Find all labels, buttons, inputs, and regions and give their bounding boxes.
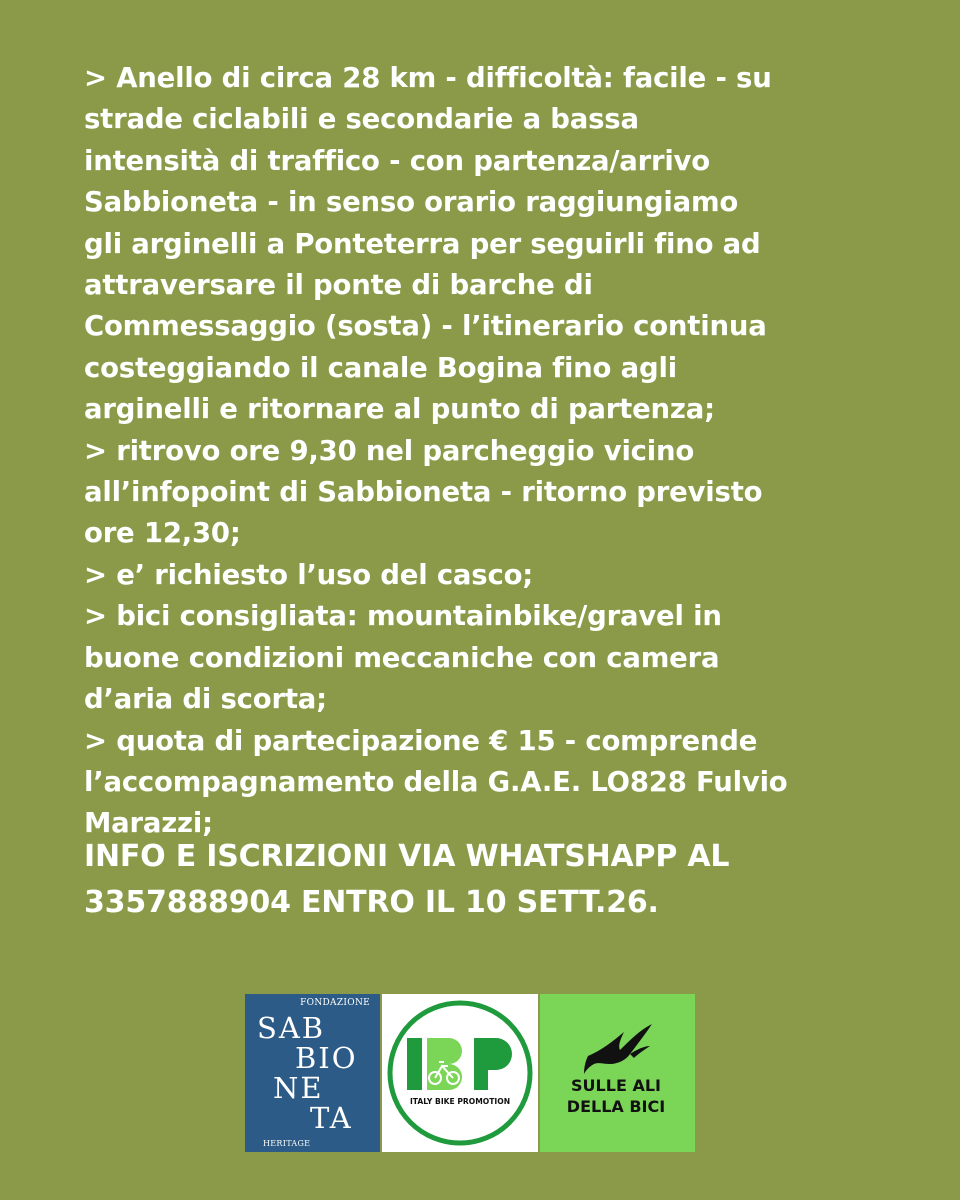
detail-line: Commessaggio (sosta) - l’itinerario continua bbox=[84, 310, 767, 343]
detail-line: > e’ richiesto l’uso del casco; bbox=[84, 558, 534, 591]
sabbioneta-logo-bottom: HERITAGE bbox=[263, 1139, 311, 1148]
info-call-to-action bbox=[84, 834, 904, 926]
sabbioneta-logo-word: BIO bbox=[295, 1041, 358, 1075]
cta-line: INFO E ISCRIZIONI VIA WHATSHAPP AL bbox=[84, 839, 730, 874]
ibp-letter-i bbox=[407, 1038, 422, 1090]
detail-line: arginelli e ritornare al punto di partenza; bbox=[84, 393, 715, 426]
sabbioneta-logo-word: SAB bbox=[257, 1011, 326, 1045]
detail-line: buone condizioni meccaniche con camera bbox=[84, 641, 720, 674]
event-details bbox=[84, 58, 884, 845]
italy-bike-promotion-logo bbox=[382, 994, 538, 1152]
partner-logos bbox=[245, 994, 695, 1152]
sulle-ali-della-bici-logo bbox=[540, 994, 695, 1152]
ali-title-line: SULLE ALI bbox=[571, 1076, 661, 1095]
detail-line: > quota di partecipazione € 15 - comprende bbox=[84, 724, 758, 757]
detail-line: attraversare il ponte di barche di bbox=[84, 269, 593, 302]
detail-line: ore 12,30; bbox=[84, 517, 241, 550]
detail-line: all’infopoint di Sabbioneta - ritorno previsto bbox=[84, 476, 763, 509]
detail-line: gli arginelli a Ponteterra per seguirli fino ad bbox=[84, 227, 761, 260]
detail-line: l’accompagnamento della G.A.E. LO828 Fulvio bbox=[84, 765, 788, 798]
sabbioneta-logo bbox=[245, 994, 380, 1152]
detail-line: costeggiando il canale Bogina fino agli bbox=[84, 351, 677, 384]
ali-emblem bbox=[540, 994, 695, 1152]
detail-line: strade ciclabili e secondarie a bassa bbox=[84, 103, 639, 136]
detail-line: > bici consigliata: mountainbike/gravel in bbox=[84, 600, 722, 633]
sabbioneta-logo-word: NE bbox=[273, 1071, 324, 1105]
detail-line: intensità di traffico - con partenza/arrivo bbox=[84, 144, 710, 177]
detail-line: Marazzi; bbox=[84, 807, 213, 840]
ali-title-line: DELLA BICI bbox=[566, 1097, 666, 1116]
ibp-name: ITALY BIKE PROMOTION bbox=[409, 1097, 511, 1106]
detail-line: d’aria di scorta; bbox=[84, 683, 327, 716]
sabbioneta-logo-word: TA bbox=[310, 1101, 353, 1135]
cta-line: 3357888904 ENTRO IL 10 SETT.26. bbox=[84, 885, 659, 920]
detail-line: > ritrovo ore 9,30 nel parcheggio vicino bbox=[84, 434, 695, 467]
detail-line: > Anello di circa 28 km - difficoltà: facile - su bbox=[84, 62, 772, 94]
detail-line: Sabbioneta - in senso orario raggiungiamo bbox=[84, 186, 739, 219]
sabbioneta-logo-top: FONDAZIONE bbox=[300, 998, 370, 1008]
swallow-icon bbox=[584, 1024, 652, 1074]
ibp-emblem bbox=[382, 994, 538, 1152]
